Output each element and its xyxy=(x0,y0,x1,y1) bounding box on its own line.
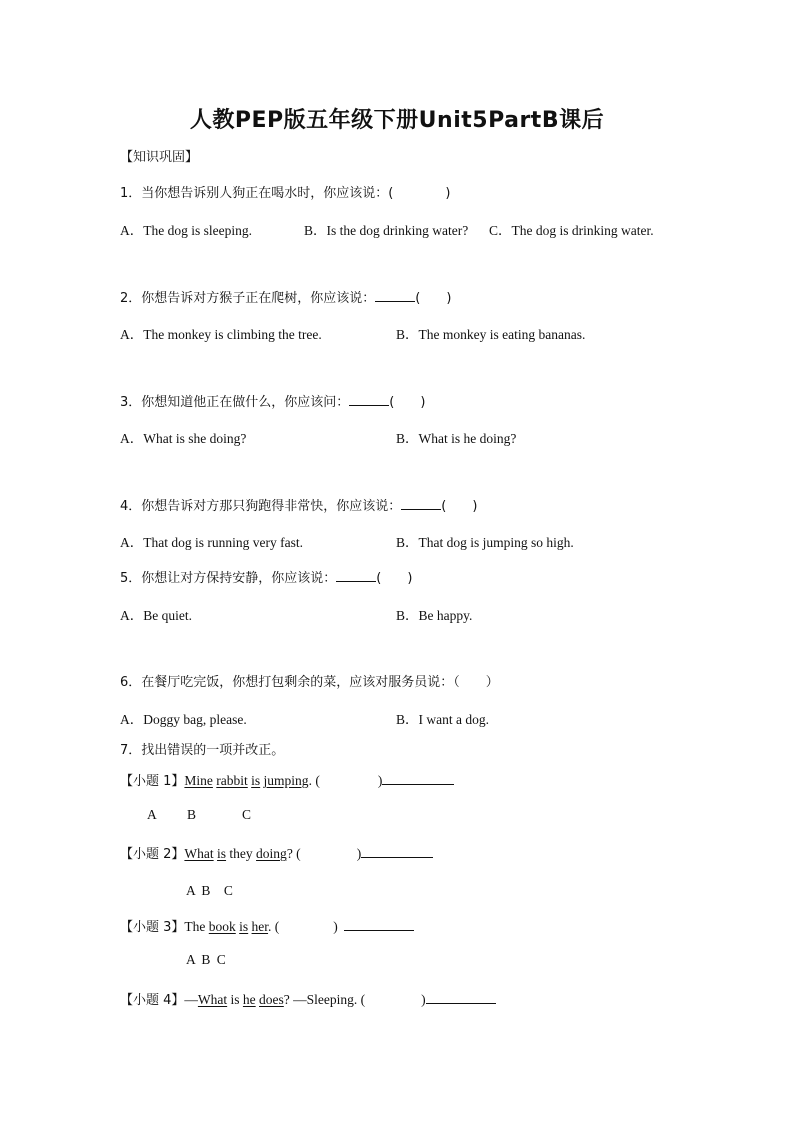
word-b: he xyxy=(242,992,256,1007)
subquestion-4-sentence xyxy=(184,992,495,1007)
word-c: does xyxy=(259,992,284,1007)
subquestion-3-label: 【小题 3】 xyxy=(120,920,185,935)
correction-blank[interactable] xyxy=(361,844,433,858)
question-3-line xyxy=(120,391,425,410)
word-b: is xyxy=(217,846,227,861)
sentence-middle: is xyxy=(227,992,243,1007)
answer-blank[interactable] xyxy=(336,568,376,582)
question-4-stem: 4．你想告诉对方那只狗跑得非常快，你应该说： xyxy=(120,499,402,514)
sentence-head: — xyxy=(184,992,198,1007)
subquestion-3 xyxy=(120,916,414,935)
subquestion-1-option-c: C xyxy=(242,807,252,822)
question-2-option-a: A．The monkey is climbing the tree. xyxy=(120,327,322,342)
subquestion-4 xyxy=(120,989,496,1008)
word-d: jumping xyxy=(263,773,309,788)
word-a: What xyxy=(184,846,214,861)
question-7-stem: 7．找出错误的一项并改正。 xyxy=(120,743,285,758)
question-1-option-a: A．The dog is sleeping. xyxy=(120,223,252,238)
question-4-option-a: A．That dog is running very fast. xyxy=(120,535,303,550)
word-c: is xyxy=(251,773,261,788)
question-2-paren: ( ) xyxy=(415,291,452,306)
section-heading: 【知识巩固】 xyxy=(120,150,199,165)
answer-blank[interactable] xyxy=(349,392,389,406)
answer-blank[interactable] xyxy=(375,288,415,302)
question-4-paren: ( ) xyxy=(441,499,478,514)
subquestion-1 xyxy=(120,770,454,789)
paren-close: ) xyxy=(333,919,338,934)
question-5-option-b: B．Be happy. xyxy=(396,608,473,623)
subquestion-2-options: A B C xyxy=(186,883,233,898)
question-1-option-b: B．Is the dog drinking water? xyxy=(304,223,469,238)
sentence-middle: they xyxy=(226,846,257,861)
subquestion-1-option-b: B xyxy=(187,807,197,822)
correction-blank[interactable] xyxy=(426,990,496,1004)
subquestion-2-label: 【小题 2】 xyxy=(120,847,185,862)
subquestion-2 xyxy=(120,843,433,862)
word-b: rabbit xyxy=(216,773,248,788)
word-a: What xyxy=(197,992,228,1007)
word-a: book xyxy=(208,919,236,934)
question-2-option-b: B．The monkey is eating bananas. xyxy=(396,327,586,342)
paren-close: ) xyxy=(356,846,362,861)
question-5-stem: 5．你想让对方保持安静，你应该说： xyxy=(120,571,337,586)
subquestion-2-sentence xyxy=(184,846,433,861)
sentence-tail: . ( xyxy=(308,773,320,788)
question-4-option-b: B．That dog is jumping so high. xyxy=(396,535,574,550)
paren-close: ) xyxy=(377,773,383,788)
paren-close: ) xyxy=(421,992,426,1007)
word-a: Mine xyxy=(184,773,213,788)
question-1-option-c: C．The dog is drinking water. xyxy=(489,223,654,238)
sentence-head: The xyxy=(184,919,209,934)
question-2-line xyxy=(120,287,451,306)
sentence-tail: ? ( xyxy=(286,846,301,861)
question-5-paren: ( ) xyxy=(376,571,413,586)
word-c: her xyxy=(251,919,269,934)
question-5-line xyxy=(120,567,412,586)
question-3-stem: 3．你想知道他正在做什么，你应该问： xyxy=(120,395,350,410)
subquestion-3-options: A B C xyxy=(186,952,226,967)
answer-blank[interactable] xyxy=(401,496,441,510)
sentence-tail: ? —Sleeping. ( xyxy=(283,992,366,1007)
subquestion-1-option-a: A xyxy=(147,807,157,822)
question-3-option-b: B．What is he doing? xyxy=(396,431,517,446)
word-b: is xyxy=(239,919,249,934)
question-6-option-a: A．Doggy bag, please. xyxy=(120,712,247,727)
question-4-line xyxy=(120,495,477,514)
question-6-stem: 6．在餐厅吃完饭，你想打包剩余的菜，应该对服务员说：（ ） xyxy=(120,675,499,690)
word-c: doing xyxy=(256,846,287,861)
sentence-tail: . ( xyxy=(268,919,280,934)
correction-blank[interactable] xyxy=(382,771,454,785)
subquestion-4-label: 【小题 4】 xyxy=(120,993,185,1008)
subquestion-1-label: 【小题 1】 xyxy=(120,774,185,789)
page-title: 人教PEP版五年级下册Unit5PartB课后 xyxy=(189,108,605,133)
question-3-paren: ( ) xyxy=(389,395,426,410)
question-6-option-b: B．I want a dog. xyxy=(396,712,489,727)
question-2-stem: 2．你想告诉对方猴子正在爬树，你应该说： xyxy=(120,291,376,306)
question-1-stem: 1．当你想告诉别人狗正在喝水时，你应该说：( ) xyxy=(120,186,451,201)
question-5-option-a: A．Be quiet. xyxy=(120,608,192,623)
subquestion-3-sentence xyxy=(184,919,413,934)
subquestion-1-sentence xyxy=(184,773,454,788)
question-3-option-a: A．What is she doing? xyxy=(120,431,247,446)
correction-blank[interactable] xyxy=(344,917,414,931)
